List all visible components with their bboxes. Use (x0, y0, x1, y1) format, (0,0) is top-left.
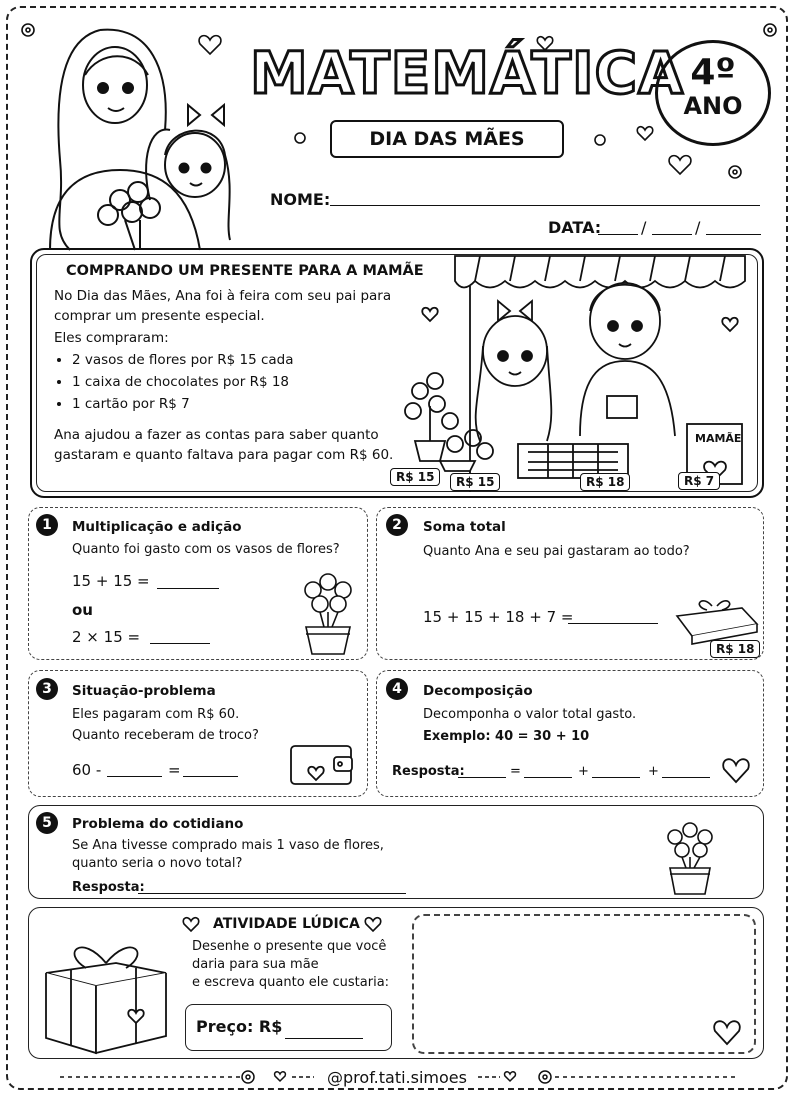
heart-icon (182, 917, 200, 933)
price-tag: R$ 7 (678, 472, 720, 490)
answer-field[interactable] (524, 762, 572, 778)
gift-box-icon (36, 918, 176, 1056)
subtitle-ribbon: DIA DAS MÃES (330, 120, 564, 158)
equation-text: 60 - (72, 761, 102, 779)
question-text: quanto seria o novo total? (72, 856, 243, 871)
date-month-field[interactable] (652, 216, 692, 235)
flower-pot-icon (660, 822, 720, 896)
grade-number: 4º (690, 52, 736, 93)
activity-text: e escreva quanto ele custaria: (192, 975, 390, 990)
heart-icon (364, 917, 382, 933)
answer-field[interactable] (662, 762, 710, 778)
question-title: Problema do cotidiano (72, 816, 244, 832)
price-tag: R$ 18 (580, 473, 630, 491)
equation-text: 2 × 15 = (72, 628, 141, 646)
answer-field[interactable] (458, 762, 506, 778)
activity-text: Desenhe o presente que você (192, 939, 387, 954)
question-title: Situação-problema (72, 683, 216, 699)
activity-title: ATIVIDADE LÚDICA (213, 916, 360, 932)
date-separator: / (641, 218, 647, 237)
answer-label: Resposta: (72, 880, 145, 895)
question-number: 2 (386, 514, 408, 536)
price-tag: R$ 15 (390, 468, 440, 486)
question-text: Decomponha o valor total gasto. (423, 707, 637, 722)
price-field[interactable] (285, 1022, 363, 1039)
purchase-list (54, 349, 414, 415)
intro-title: COMPRANDO UM PRESENTE PARA A MAMÃE (66, 263, 424, 279)
question-text: Eles pagaram com R$ 60. (72, 707, 240, 722)
or-text: ou (72, 601, 93, 619)
operator-text: = (510, 764, 521, 779)
question-number: 1 (36, 514, 58, 536)
answer-field[interactable] (138, 878, 406, 894)
date-separator: / (695, 218, 701, 237)
page-title: MATEMÁTICA (250, 39, 684, 107)
question-number: 3 (36, 678, 58, 700)
answer-field[interactable] (107, 760, 162, 777)
intro-text-line: Eles compraram: (54, 330, 169, 346)
wallet-icon (288, 740, 356, 788)
equation-text: 15 + 15 = (72, 572, 150, 590)
question-text: Quanto Ana e seu pai gastaram ao todo? (423, 544, 690, 559)
intro-text-line: No Dia das Mães, Ana foi à feira com seu pai para (54, 288, 392, 304)
question-number: 4 (386, 678, 408, 700)
name-label: NOME: (270, 190, 331, 209)
equation-text: = (168, 761, 181, 779)
name-field[interactable] (330, 187, 760, 206)
heart-icon (720, 757, 752, 785)
drawing-area[interactable] (412, 914, 756, 1054)
grade-word: ANO (683, 92, 743, 120)
answer-field[interactable] (150, 627, 210, 644)
price-tag: R$ 15 (450, 473, 500, 491)
intro-text-line: gastaram e quanto faltava para pagar com R$ 60. (54, 447, 394, 463)
price-label: Preço: R$ (196, 1017, 283, 1036)
operator-text: + (578, 764, 589, 779)
question-text: Quanto foi gasto com os vasos de flores? (72, 542, 340, 557)
market-stall-illustration (385, 256, 755, 492)
answer-field[interactable] (183, 760, 238, 777)
intro-text-line: comprar um presente especial. (54, 308, 265, 324)
chocolate-box-icon (672, 596, 762, 646)
example-text: Exemplo: 40 = 30 + 10 (423, 729, 590, 744)
intro-text-line: Ana ajudou a fazer as contas para saber quanto (54, 427, 379, 443)
answer-field[interactable] (568, 607, 658, 624)
list-item: • 1 caixa de chocolates por R$ 18 (72, 371, 414, 393)
question-number: 5 (36, 812, 58, 834)
date-year-field[interactable] (706, 216, 761, 235)
footer-decoration-icon (0, 1064, 794, 1090)
activity-text: daria para sua mãe (192, 957, 319, 972)
date-day-field[interactable] (598, 216, 638, 235)
question-title: Soma total (423, 519, 506, 535)
flower-pot-icon (298, 572, 358, 657)
question-title: Multiplicação e adição (72, 519, 242, 535)
answer-field[interactable] (592, 762, 640, 778)
question-text: Se Ana tivesse comprado mais 1 vaso de flores, (72, 838, 384, 853)
answer-label: Resposta: (392, 764, 465, 779)
question-title: Decomposição (423, 683, 533, 699)
list-item: • 2 vasos de flores por R$ 15 cada (72, 349, 414, 371)
price-tag: R$ 18 (710, 640, 760, 658)
author-handle: @prof.tati.simoes (327, 1068, 467, 1087)
heart-icon (712, 1020, 742, 1046)
list-item: • 1 cartão por R$ 7 (72, 393, 414, 415)
equation-text: 15 + 15 + 18 + 7 = (423, 608, 574, 626)
operator-text: + (648, 764, 659, 779)
question-text: Quanto receberam de troco? (72, 728, 259, 743)
answer-field[interactable] (157, 572, 219, 589)
card-label: MAMÃE (695, 432, 742, 445)
date-label: DATA: (548, 218, 602, 237)
